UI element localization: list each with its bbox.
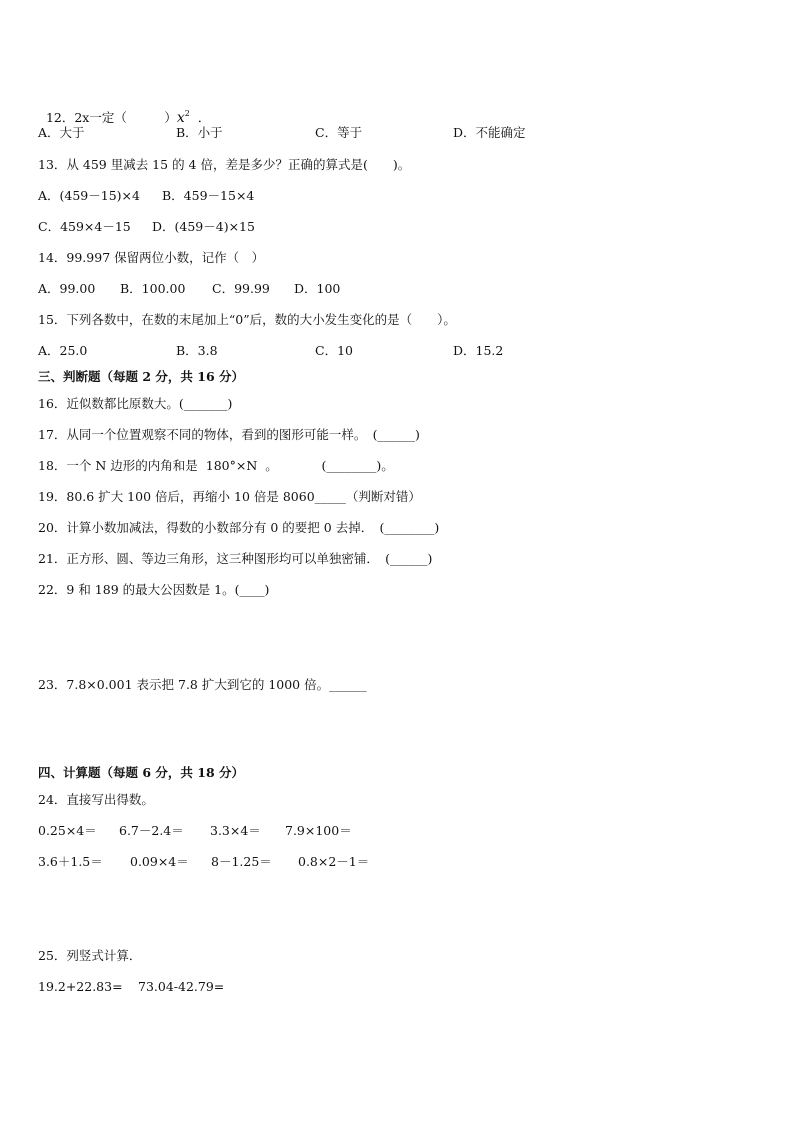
q21: 21．正方形、圆、等边三角形，这三种图形均可以单独密铺． (______): [38, 551, 433, 566]
q14-option-d: D．100: [294, 281, 341, 296]
vertical-calc-item: 19.2+22.83=: [38, 979, 123, 994]
q15-option-c: C．10: [315, 343, 353, 358]
q20: 20．计算小数加减法，得数的小数部分有 0 的要把 0 去掉． (________): [38, 520, 440, 535]
calc-item: 3.6＋1.5＝: [38, 854, 103, 869]
q14-option-c: C．99.99: [212, 281, 270, 296]
section4-title: 四、计算题（每题 6 分，共 18 分）: [38, 765, 245, 780]
calc-item: 3.3×4＝: [210, 823, 261, 838]
q12-option-c: C．等于: [315, 125, 363, 140]
q13-option-c: C．459×4－15: [38, 219, 131, 234]
q12-option-b: B．小于: [176, 125, 223, 140]
q19: 19．80.6 扩大 100 倍后，再缩小 10 倍是 8060_____（判断对错）: [38, 489, 421, 504]
calc-item: 7.9×100＝: [285, 823, 352, 838]
calc-item: 8－1.25＝: [211, 854, 272, 869]
calc-item: 0.25×4＝: [38, 823, 97, 838]
q12-option-a: A．大于: [38, 125, 85, 140]
q17: 17．从同一个位置观察不同的物体，看到的图形可能一样。 (______): [38, 427, 420, 442]
q15-stem: 15．下列各数中，在数的末尾加上“0”后，数的大小发生变化的是（ ）。: [38, 312, 456, 327]
vertical-calc-item: 73.04-42.79=: [138, 979, 225, 994]
q13-option-a: A．(459－15)×4: [38, 188, 140, 203]
q14-option-b: B．100.00: [120, 281, 186, 296]
section3-title: 三、判断题（每题 2 分，共 16 分）: [38, 369, 245, 384]
q12-suffix: ．: [197, 110, 211, 125]
q13-stem: 13．从 459 里减去 15 的 4 倍，差是多少？正确的算式是( )。: [38, 157, 411, 172]
calc-item: 0.09×4＝: [130, 854, 189, 869]
q15-option-d: D．15.2: [453, 343, 504, 358]
q25: 25．列竖式计算．: [38, 948, 142, 963]
q13-option-b: B．459－15×4: [162, 188, 255, 203]
q12-exponent: 2: [184, 109, 190, 118]
q18: 18．一个 N 边形的内角和是 180°×N 。 (________)。: [38, 458, 394, 473]
q15-option-b: B．3.8: [176, 343, 218, 358]
calc-item: 6.7－2.4＝: [119, 823, 184, 838]
q14-stem: 14．99.997 保留两位小数，记作（ ）: [38, 250, 265, 265]
q12-variable: x: [176, 110, 185, 126]
q16: 16．近似数都比原数大。(_______): [38, 396, 233, 411]
q12-option-d: D．不能确定: [453, 125, 526, 140]
q12-stem: [38, 90, 210, 126]
calc-item: 0.8×2－1＝: [298, 854, 370, 869]
q13-option-d: D．(459－4)×15: [152, 219, 255, 234]
q14-option-a: A．99.00: [38, 281, 96, 296]
q24: 24．直接写出得数。: [38, 792, 154, 807]
q15-option-a: A．25.0: [38, 343, 88, 358]
q12-prefix: 12．2x一定（ ）: [45, 110, 177, 125]
q23: 23．7.8×0.001 表示把 7.8 扩大到它的 1000 倍。______: [38, 677, 367, 692]
q22: 22．9 和 189 的最大公因数是 1。(____): [38, 582, 270, 597]
